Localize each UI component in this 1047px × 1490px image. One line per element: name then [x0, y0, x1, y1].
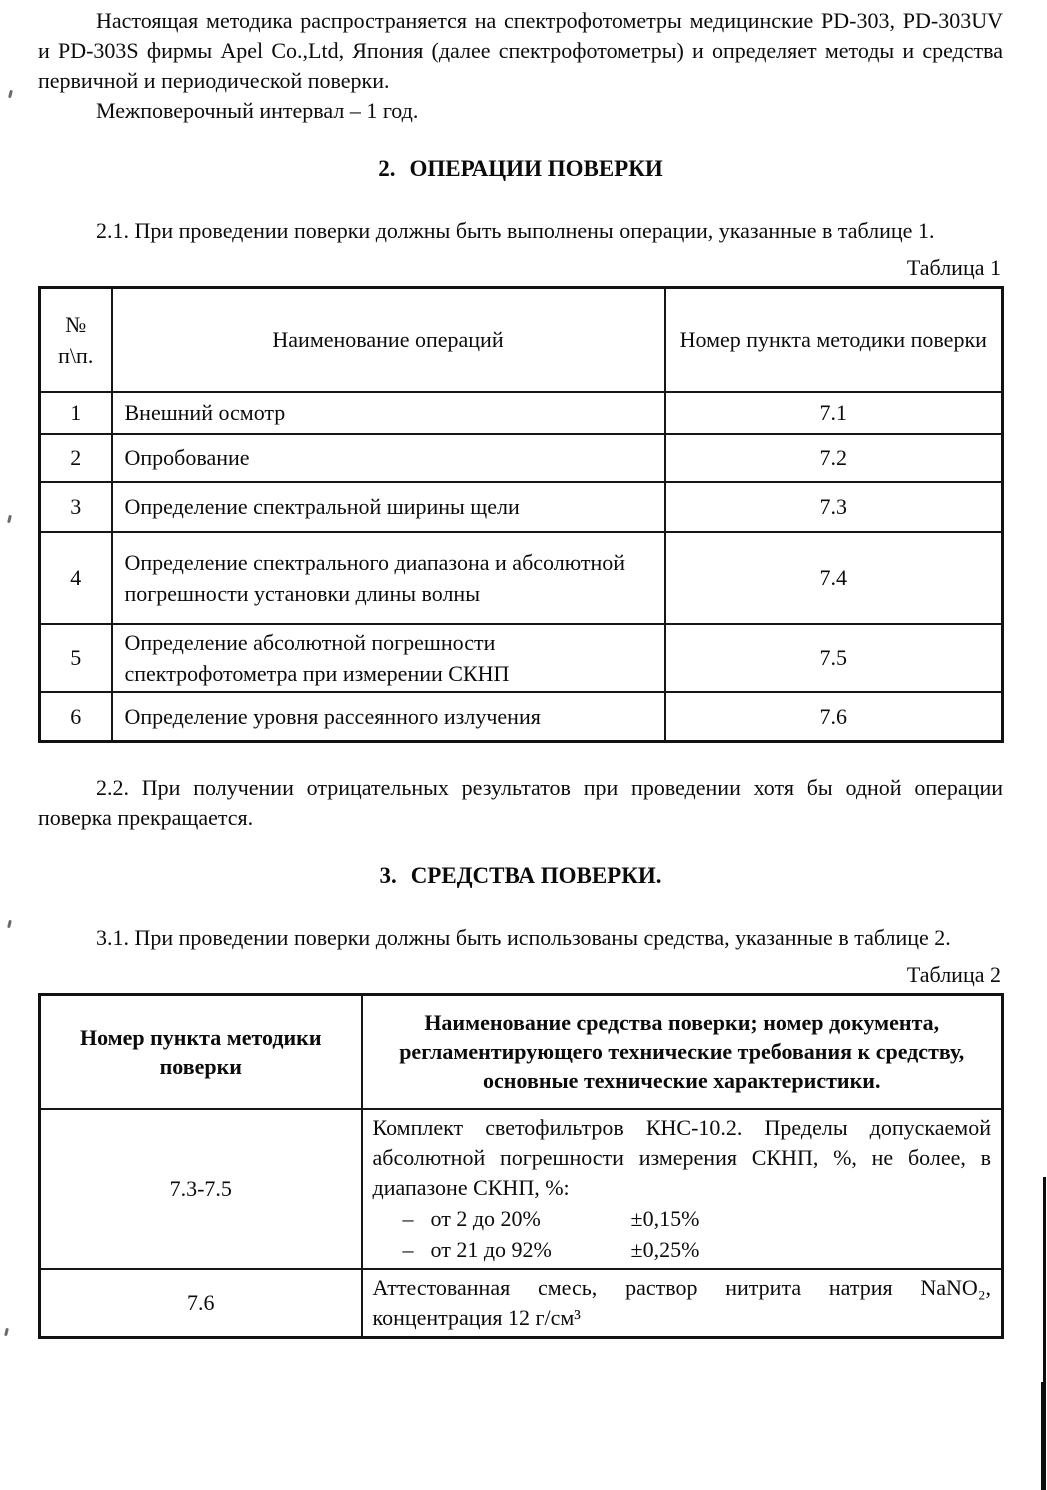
clause-ref-cell: 7.4: [665, 532, 1003, 624]
tolerance-range: от 2 до 20%: [430, 1205, 541, 1231]
tolerance-item: [373, 1203, 992, 1234]
table-row: [40, 434, 1003, 482]
row-number-cell: 2: [40, 434, 112, 482]
header-number-line1: №: [65, 311, 87, 337]
tolerance-item: [373, 1234, 992, 1265]
header-method-clause-col: Номер пункта методики поверки: [665, 288, 1003, 392]
operation-name-cell: Внешний осмотр: [112, 392, 665, 434]
section-2-title: ОПЕРАЦИИ ПОВЕРКИ: [409, 156, 663, 181]
section-3-title: СРЕДСТВА ПОВЕРКИ.: [410, 863, 662, 888]
operation-name-cell: Определение абсолютной погрешности спектрофотометра при измерении СКНП: [112, 624, 665, 692]
row-number-cell: 5: [40, 624, 112, 692]
table-row: [40, 624, 1003, 692]
header-number-line2: п\п.: [58, 342, 94, 368]
operations-table: [38, 286, 1004, 743]
table-row: [40, 392, 1003, 434]
header-number-col: [40, 288, 112, 392]
row-number-cell: 3: [40, 482, 112, 532]
table1-caption: Таблица 1: [906, 255, 1001, 280]
dash-marker: –: [402, 1205, 414, 1231]
tolerance-value: ±0,25%: [630, 1236, 700, 1262]
table-row: [40, 532, 1003, 624]
table2-caption: Таблица 2: [906, 962, 1001, 987]
operation-name-cell: Определение уровня рассеянного излучения: [112, 692, 665, 742]
section-3-number: 3.: [379, 863, 397, 888]
clause-ref-cell: 7.3: [665, 482, 1003, 532]
dash-marker: –: [402, 1236, 414, 1262]
table-row: [40, 1109, 1003, 1269]
clause-ref-cell: 7.2: [665, 434, 1003, 482]
section-2-number: 2.: [378, 156, 396, 181]
operation-name-cell: Определение спектрального диапазона и абсолютной погрешности установки длины волны: [112, 532, 665, 624]
header-operation-name-col: Наименование операций: [112, 288, 665, 392]
table-row: [40, 692, 1003, 742]
clause-ref-cell: 7.3-7.5: [40, 1109, 362, 1269]
means-description-cell: [362, 1109, 1003, 1269]
row-number-cell: 1: [40, 392, 112, 434]
clause-ref-cell: 7.5: [665, 624, 1003, 692]
clause-ref-cell: 7.6: [40, 1269, 362, 1338]
scan-speck: [7, 515, 12, 523]
scan-speck: [7, 920, 12, 928]
means-description-cell: [362, 1269, 1003, 1338]
table-row: [40, 1269, 1003, 1338]
section-3-heading: [38, 861, 1003, 891]
para-2-1: 2.1. При проведении поверки должны быть выполнены операции, указанные в таблице 1.: [96, 218, 935, 243]
intro-paragraph: Настоящая методика распространяется на спектрофотометры медицинские PD-303, PD-303UV и PD-303S фирмы Apel Co.,Ltd, Япония (далее спектрофотометры) и определяет методы и средства первичной и периодической поверки.: [38, 8, 1003, 93]
scan-speck: [8, 90, 13, 98]
tolerance-range: от 21 до 92%: [430, 1236, 552, 1262]
verification-means-table: [38, 993, 1004, 1339]
means-description-text: Аттестованная смесь, раствор нитрита натрия NaNO₂, концентрация 12 г/см³: [372, 1274, 991, 1330]
tolerance-value: ±0,15%: [630, 1205, 700, 1231]
clause-ref-cell: 7.6: [665, 692, 1003, 742]
row-number-cell: 6: [40, 692, 112, 742]
operations-table-header-row: [40, 288, 1003, 392]
means-table-header-row: [40, 995, 1003, 1109]
header-method-clause-col: Номер пункта методики поверки: [40, 995, 362, 1109]
para-2-2: 2.2. При получении отрицательных результатов при проведении хотя бы одной операции поверка прекращается.: [38, 775, 1003, 830]
operation-name-cell: Определение спектральной ширины щели: [112, 482, 665, 532]
scan-edge-line: [1043, 1177, 1046, 1382]
section-2-heading: [38, 154, 1003, 184]
scan-edge-line: [1041, 1382, 1046, 1490]
table-row: [40, 482, 1003, 532]
calibration-interval-paragraph: Межповерочный интервал – 1 год.: [96, 98, 419, 123]
scan-speck: [4, 1328, 9, 1336]
clause-ref-cell: 7.1: [665, 392, 1003, 434]
means-description-text: Комплект светофильтров КНС-10.2. Пределы допускаемой абсолютной погрешности измерения СКНП, %, не более, в диапазоне СКНП, %:: [372, 1114, 991, 1200]
header-means-description-col: Наименование средства поверки; номер документа, регламентирующего технические требования к средству, основные технические характеристики.: [362, 995, 1003, 1109]
para-3-1: 3.1. При проведении поверки должны быть использованы средства, указанные в таблице 2.: [96, 925, 951, 950]
row-number-cell: 4: [40, 532, 112, 624]
operation-name-cell: Опробование: [112, 434, 665, 482]
